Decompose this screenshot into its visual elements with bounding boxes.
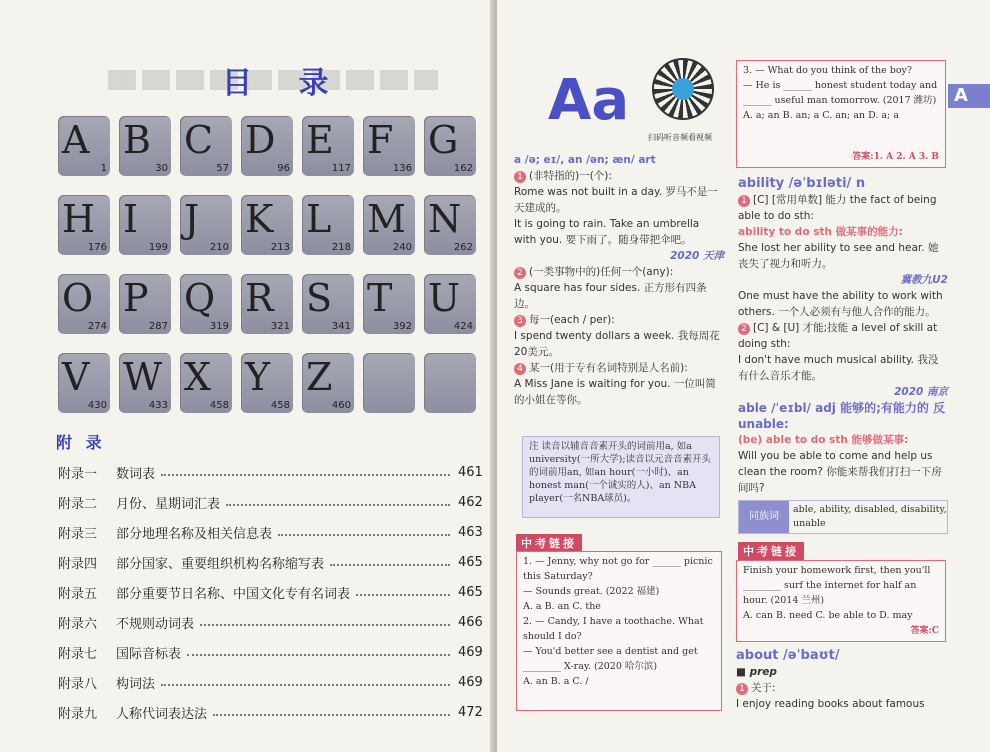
appendix-key: 附录四 (58, 556, 98, 572)
letter-tile-i[interactable] (119, 195, 171, 255)
letter-tile-t[interactable] (363, 274, 415, 334)
appendix-row[interactable] (58, 492, 482, 512)
appendix-row[interactable] (58, 522, 482, 542)
appendix-label: 人称代词表达法 (116, 706, 208, 722)
letter-tile-g[interactable] (424, 116, 476, 176)
letter-tile-s[interactable] (302, 274, 354, 334)
appendix-title: 附 录 (56, 433, 106, 452)
page-number: 274 (87, 321, 107, 332)
sense: 3 每一(each / per): (514, 312, 724, 328)
letter-tile-f[interactable] (363, 116, 415, 176)
appendix-key: 附录七 (58, 646, 98, 662)
example: A Miss Jane is waiting for you. 一位叫简的小姐在等你。 (514, 378, 716, 406)
appendix-key: 附录九 (58, 706, 98, 722)
word-family-box (738, 500, 948, 534)
page-number: 136 (392, 163, 412, 174)
letter-label: S (306, 276, 333, 320)
appendix-row[interactable] (58, 582, 482, 602)
page-number: 218 (331, 242, 351, 253)
appendix-page: 472 (458, 704, 483, 720)
page-number: 392 (392, 321, 412, 332)
page-number: 341 (331, 321, 351, 332)
letter-label: K (245, 197, 274, 241)
page-number: 240 (392, 242, 412, 253)
word-family-list: able, ability, disabled, disability, unable (793, 504, 947, 529)
page-number: 57 (216, 163, 229, 174)
sense: 4 某一(用于专有名词特别是人名前): (514, 360, 724, 376)
dot-leader (213, 708, 450, 716)
letter-tile-o[interactable] (58, 274, 110, 334)
page-number: 262 (453, 242, 473, 253)
page-number: 117 (331, 163, 351, 174)
dot-leader (200, 618, 450, 626)
question-options: A. a; an B. an; a C. an; an D. a; a (743, 110, 899, 121)
letter-label: M (367, 197, 406, 241)
appendix-page: 465 (458, 584, 483, 600)
dot-leader (330, 558, 450, 566)
example: It is going to rain. Take an umbrella with you. 要下雨了。随身带把伞吧。 (514, 218, 700, 246)
example: I enjoy reading books about famous (736, 698, 925, 710)
question-reply: — Sounds great. (2022 福建) (523, 586, 660, 597)
page-number: 424 (453, 321, 473, 332)
appendix-row[interactable] (58, 642, 482, 662)
question: 1. — Jenny, why not go for ______ picnic this Saturday? (523, 556, 713, 582)
part-of-speech: ■ prep (736, 666, 777, 678)
sense: 1 关于: (736, 680, 948, 696)
entry-ability (738, 176, 948, 496)
sense: 2 (一类事物中的)任何一个(any): (514, 264, 724, 280)
page-number: 321 (270, 321, 290, 332)
appendix-row[interactable] (58, 702, 482, 722)
example: I spend twenty dollars a week. 我每周花20美元。 (514, 330, 720, 358)
page-number: 96 (277, 163, 290, 174)
page-number: 458 (209, 400, 229, 411)
appendix-row[interactable] (58, 612, 482, 632)
exam-link-tag-2: 中考链接 (738, 542, 804, 560)
page-number: 460 (331, 400, 351, 411)
letter-tile-empty (424, 353, 476, 413)
headword-ability: ability /əˈbɪləti/ n (738, 176, 866, 191)
question: 3. — What do you think of the boy? (743, 65, 912, 76)
appendix-page: 469 (458, 644, 483, 660)
letter-tile-y[interactable] (241, 353, 293, 413)
letter-tile-h[interactable] (58, 195, 110, 255)
letter-tile-m[interactable] (363, 195, 415, 255)
headword-a: a /ə; eɪ/, an /ən; æn/ art (514, 154, 656, 166)
headword-able: able /ˈeɪbl/ adj 能够的;有能力的 反 unable: (738, 401, 946, 431)
phrase: (be) able to do sth 能够做某事: (738, 434, 909, 446)
answer-key: 答案:1. A 2. A 3. B (852, 152, 939, 162)
letter-label: T (367, 276, 393, 320)
source-label: 冀教九U2 (900, 274, 948, 286)
question-options: A. a B. an C. the (523, 601, 601, 612)
dot-leader (161, 468, 450, 476)
appendix-page: 461 (458, 464, 483, 480)
appendix-row[interactable] (58, 552, 482, 572)
dot-leader (226, 498, 450, 506)
answer-key: 答案:C (910, 626, 939, 636)
page-number: 213 (270, 242, 290, 253)
page-number: 162 (453, 163, 473, 174)
entry-about (736, 648, 948, 712)
appendix-page: 463 (458, 524, 483, 540)
letter-tile-x[interactable] (180, 353, 232, 413)
letter-tile-l[interactable] (302, 195, 354, 255)
question-options: A. an B. a C. / (523, 676, 589, 687)
appendix-label: 部分国家、重要组织机构名称缩写表 (116, 556, 325, 572)
letter-label: H (62, 197, 96, 241)
exam-question-4-box (736, 560, 946, 642)
page-number: 287 (148, 321, 168, 332)
page-number: 433 (148, 400, 168, 411)
appendix-label: 部分重要节日名称、中国文化专有名词表 (116, 586, 351, 602)
letter-label: C (184, 118, 214, 162)
letter-tile-j[interactable] (180, 195, 232, 255)
appendix-label: 月份、星期词汇表 (116, 496, 221, 512)
letter-label: Z (306, 355, 333, 399)
sense: 1 (非特指的)一(个): (514, 168, 724, 184)
scan-caption: 扫码听音频看视频 (648, 133, 712, 142)
usage-note: 注 读音以辅音音素开头的词前用a, 如a university(一所大学);读音以元音音素开头的词前用an, 如an hour(一小时)、an honest man(一个诚实的人)、an NBA player(一名NBA球员)。 (522, 436, 720, 518)
entry-a (514, 152, 724, 408)
page-number: 458 (270, 400, 290, 411)
letter-label: B (123, 118, 151, 162)
source-label: 2020 天津 (670, 250, 724, 262)
example: She lost her ability to see and hear. 她丧失了视力和听力。 (738, 242, 939, 270)
letter-tile-u[interactable] (424, 274, 476, 334)
letter-label: Y (245, 355, 271, 399)
page-number: 30 (155, 163, 168, 174)
question: Finish your homework first, then you'll ________ surf the internet for half an hour. (2014 兰州) (743, 565, 931, 606)
letter-label: P (123, 276, 149, 320)
letter-tile-r[interactable] (241, 274, 293, 334)
appendix-page: 462 (458, 494, 483, 510)
letter-tile-a[interactable] (58, 116, 110, 176)
exam-questions-box (516, 551, 722, 711)
letter-label: R (245, 276, 274, 320)
letter-label: A (62, 118, 90, 162)
letter-heading: Aa (548, 68, 630, 133)
letter-tile-empty (363, 353, 415, 413)
exam-question-3-box (736, 60, 946, 168)
appendix-key: 附录一 (58, 466, 98, 482)
toc-title: 目 录 (222, 66, 347, 101)
qr-code-icon[interactable] (652, 58, 714, 120)
letter-tile-d[interactable] (241, 116, 293, 176)
page-number: 176 (87, 242, 107, 253)
appendix-label: 国际音标表 (116, 646, 182, 662)
question-options: A. can B. need C. be able to D. may (743, 610, 913, 621)
letter-label: W (123, 355, 163, 399)
dot-leader (187, 648, 450, 656)
letter-label: J (184, 197, 200, 241)
appendix-key: 附录八 (58, 676, 98, 692)
example: One must have the ability to work with others. 一个人必须有与他人合作的能力。 (738, 290, 943, 318)
letter-tile-z[interactable] (302, 353, 354, 413)
appendix-page: 469 (458, 674, 483, 690)
letter-label: X (184, 355, 212, 399)
letter-label: F (367, 118, 394, 162)
letter-tile-v[interactable] (58, 353, 110, 413)
appendix-page: 465 (458, 554, 483, 570)
headword-about: about /əˈbaʊt/ (736, 648, 840, 663)
source-label: 2020 南京 (894, 386, 948, 398)
page-number: 1 (100, 163, 107, 174)
example: Will you be able to come and help us clean the room? 你能来帮我们打扫一下房间吗? (738, 450, 942, 494)
letter-label: I (123, 197, 139, 241)
appendix-key: 附录六 (58, 616, 98, 632)
appendix-page: 466 (458, 614, 483, 630)
letter-label: V (62, 355, 90, 399)
word-family-label: 同族词 (739, 501, 789, 533)
appendix-label: 构词法 (116, 676, 156, 692)
appendix-key: 附录五 (58, 586, 98, 602)
example: Rome was not built in a day. 罗马不是一天建成的。 (514, 186, 718, 214)
appendix-key: 附录三 (58, 526, 98, 542)
letter-label: L (306, 197, 332, 241)
page-number: 319 (209, 321, 229, 332)
example: A square has four sides. 正方形有四条边。 (514, 282, 707, 310)
page-number: 210 (209, 242, 229, 253)
sense: 2 [C] & [U] 才能;技能 a level of skill at doing sth: (738, 322, 938, 350)
phrase: ability to do sth 做某事的能力: (738, 226, 903, 238)
page-number: 430 (87, 400, 107, 411)
letter-label: E (306, 118, 334, 162)
question-reply: — He is ______ honest student today and ______ useful man tomorrow. (2017 潍坊) (743, 80, 938, 106)
dot-leader (161, 678, 450, 686)
appendix-label: 不规则动词表 (116, 616, 195, 632)
question-reply: — You'd better see a dentist and get ________ X-ray. (2020 哈尔滨) (523, 646, 698, 672)
appendix-row[interactable] (58, 462, 482, 482)
sense: 1 [C] [常用单数] 能力 the fact of being able to do sth: (738, 194, 937, 222)
letter-tile-q[interactable] (180, 274, 232, 334)
letter-tile-n[interactable] (424, 195, 476, 255)
letter-label: O (62, 276, 94, 320)
letter-tile-c[interactable] (180, 116, 232, 176)
letter-label: D (245, 118, 276, 162)
letter-tile-p[interactable] (119, 274, 171, 334)
letter-label: N (428, 197, 462, 241)
dot-leader (278, 528, 450, 536)
question: 2. — Candy, I have a toothache. What should I do? (523, 616, 704, 642)
page-number: 199 (148, 242, 168, 253)
letter-tab[interactable]: A (948, 84, 990, 108)
qr-center-badge (672, 78, 694, 100)
appendix-label: 数词表 (116, 466, 156, 482)
letter-tile-w[interactable] (119, 353, 171, 413)
letter-tile-k[interactable] (241, 195, 293, 255)
letter-label: G (428, 118, 459, 162)
appendix-label: 部分地理名称及相关信息表 (116, 526, 273, 542)
appendix-key: 附录二 (58, 496, 98, 512)
letter-tile-b[interactable] (119, 116, 171, 176)
letter-label: Q (184, 276, 216, 320)
appendix-row[interactable] (58, 672, 482, 692)
letter-tile-e[interactable] (302, 116, 354, 176)
exam-link-tag: 中考链接 (516, 534, 582, 552)
letter-label: U (428, 276, 461, 320)
dot-leader (356, 588, 450, 596)
example: I don't have much musical ability. 我没有什么音乐才能。 (738, 354, 939, 382)
